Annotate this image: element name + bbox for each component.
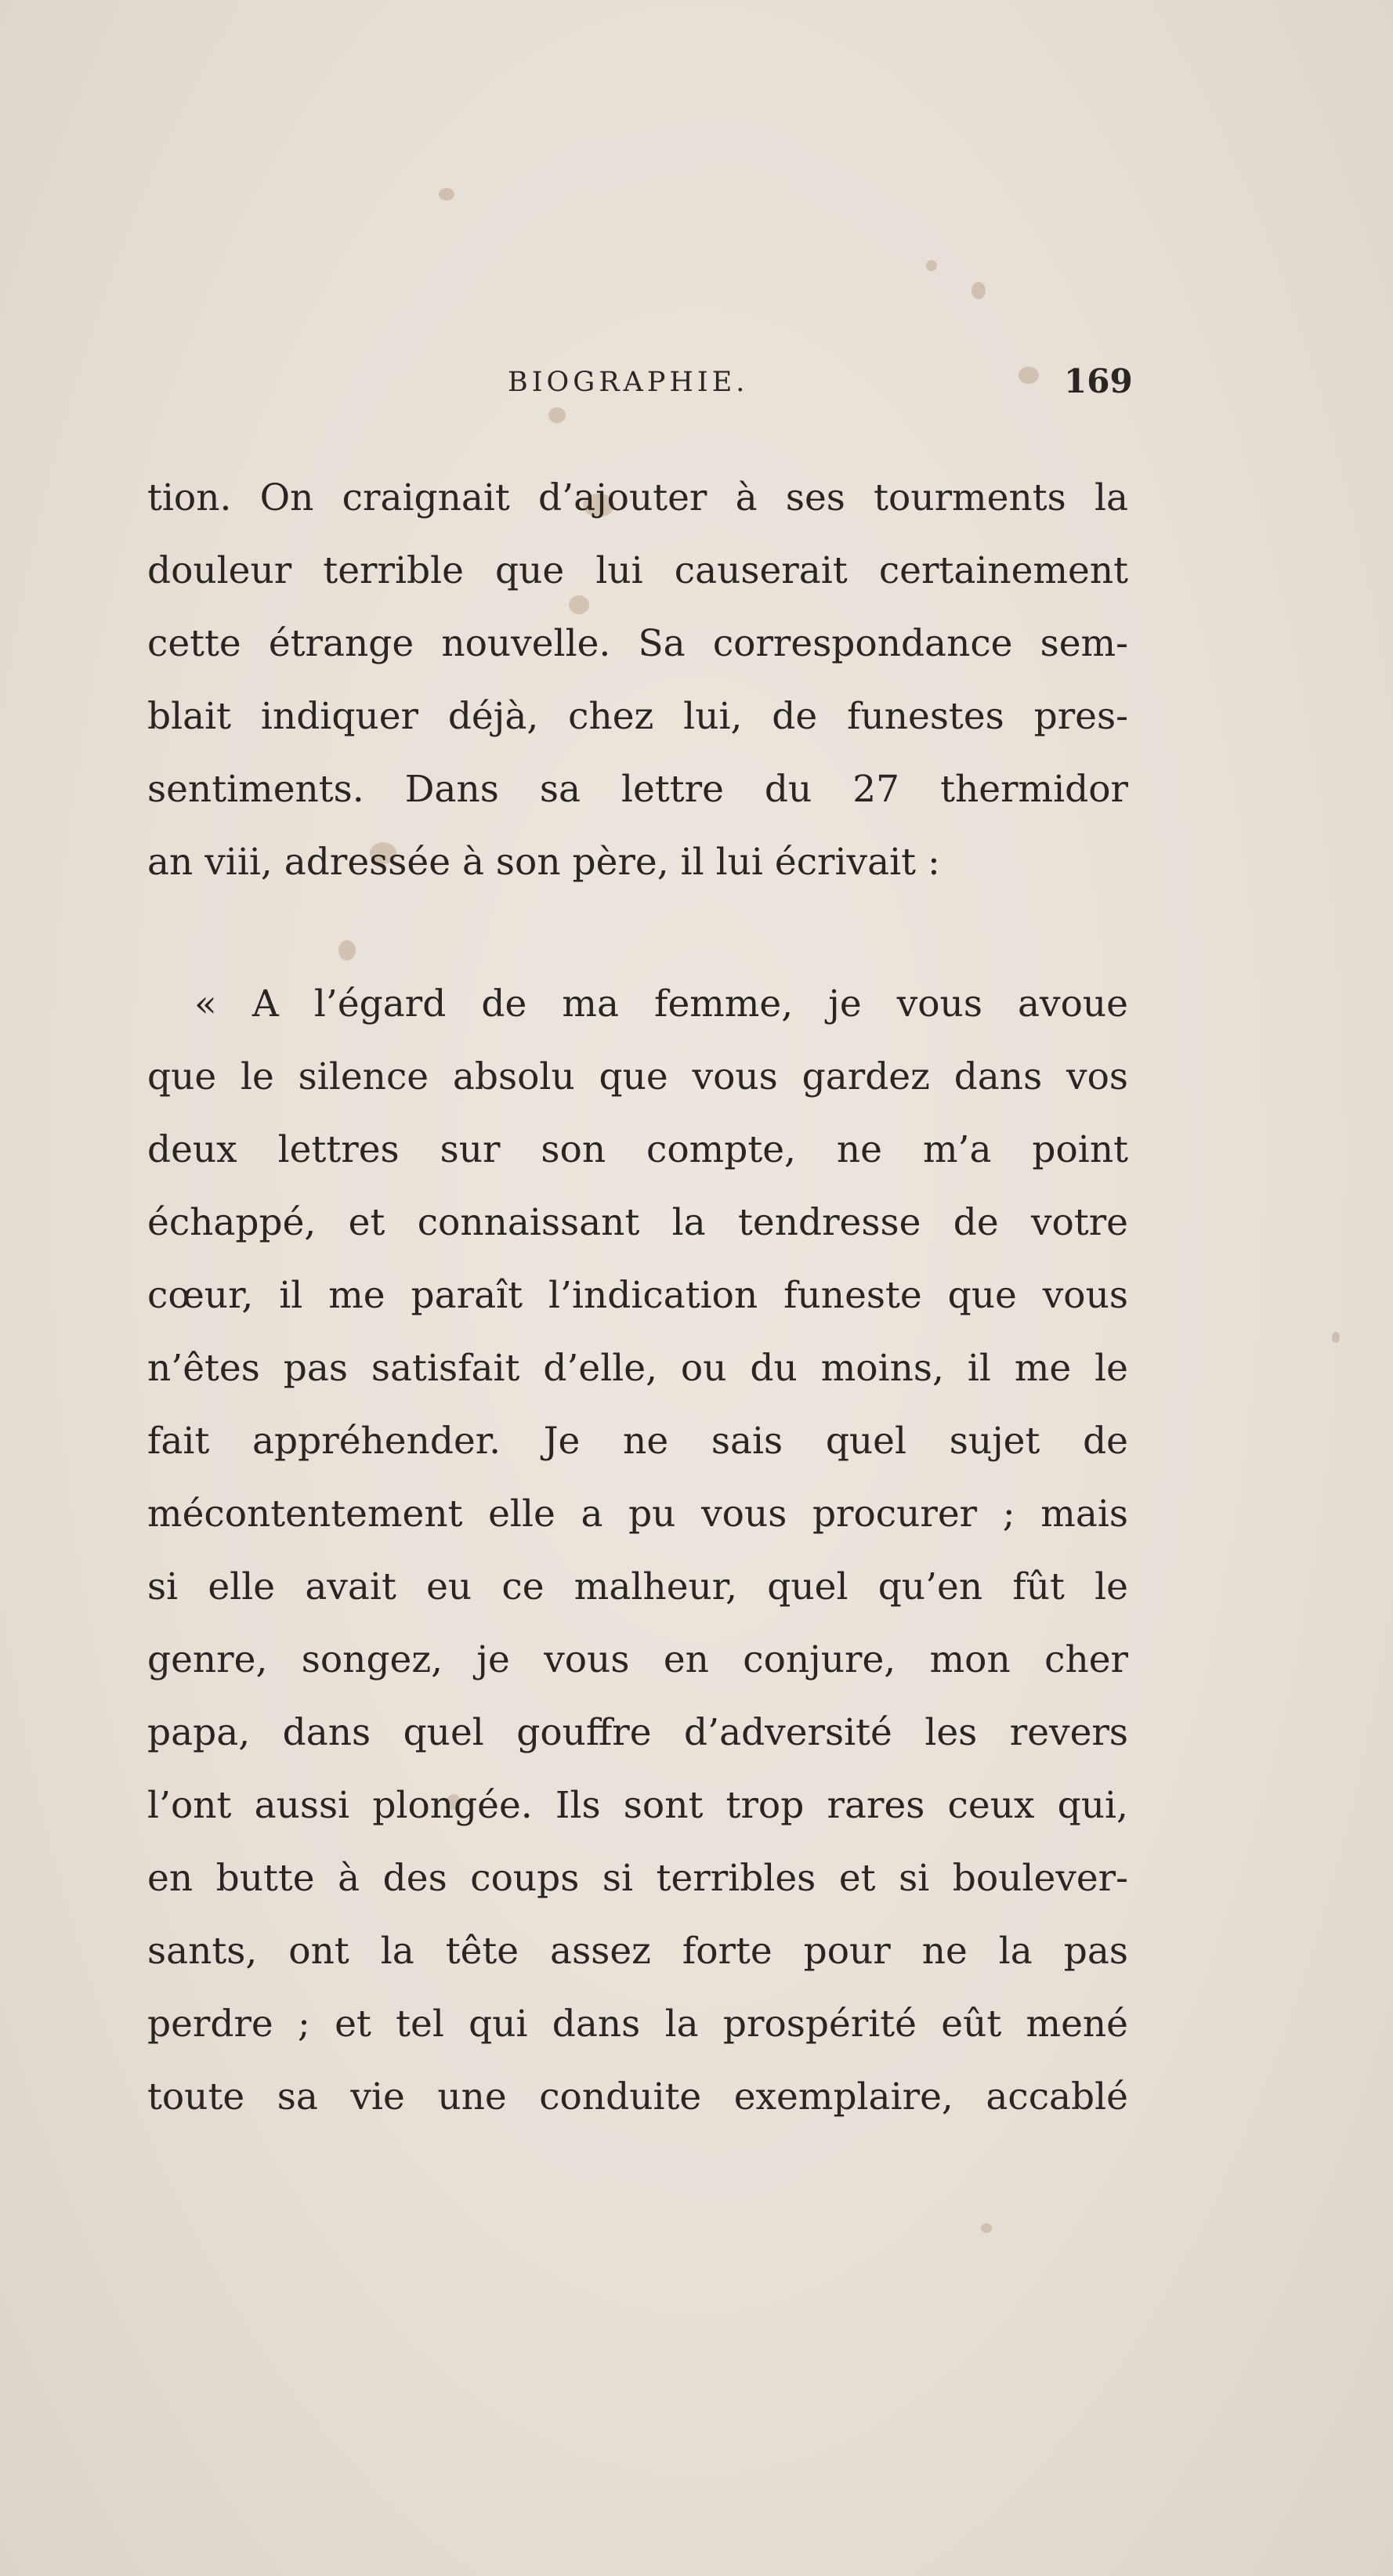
text-line: sants, ont la tête assez forte pour ne la pas <box>147 1930 1128 1973</box>
text-line: sentiments. Dans sa lettre du 27 thermidor <box>147 768 1128 811</box>
text-line: cette étrange nouvelle. Sa correspondance sem- <box>147 622 1128 665</box>
text-line: papa, dans quel gouffre d’adversité les revers <box>147 1711 1128 1754</box>
foxing-stain <box>971 282 986 299</box>
page-number: 169 <box>1064 362 1133 400</box>
text-line: « A l’égard de ma femme, je vous avoue <box>194 982 1128 1026</box>
foxing-stain <box>981 2223 992 2233</box>
paragraph-2 <box>147 968 1128 2133</box>
text-line: n’êtes pas satisfait d’elle, ou du moins, il me le <box>147 1347 1128 1390</box>
text-line: deux lettres sur son compte, ne m’a point <box>147 1128 1128 1171</box>
text-line: échappé, et connaissant la tendresse de votre <box>147 1201 1128 1244</box>
text-line: si elle avait eu ce malheur, quel qu’en fût le <box>147 1565 1128 1608</box>
text-line: en butte à des coups si terribles et si boulever- <box>147 1857 1128 1900</box>
text-line: blait indiquer déjà, chez lui, de funestes pres- <box>147 695 1128 738</box>
foxing-stain <box>439 188 454 201</box>
page-header <box>0 362 1393 425</box>
running-head: BIOGRAPHIE. <box>508 367 749 398</box>
text-line: douleur terrible que lui causerait certainement <box>147 549 1128 592</box>
body-text <box>147 461 1128 2133</box>
text-line: perdre ; et tel qui dans la prospérité eût mené <box>147 2003 1128 2046</box>
text-line: mécontentement elle a pu vous procurer ; mais <box>147 1492 1128 1536</box>
text-line: an viii, adressée à son père, il lui écrivait : <box>147 841 940 884</box>
text-line: l’ont aussi plongée. Ils sont trop rares ceux qui, <box>147 1784 1128 1827</box>
foxing-stain <box>926 260 937 271</box>
foxing-stain <box>1332 1332 1340 1343</box>
text-line: genre, songez, je vous en conjure, mon cher <box>147 1638 1128 1681</box>
text-line: cœur, il me paraît l’indication funeste que vous <box>147 1274 1128 1317</box>
text-line: que le silence absolu que vous gardez dans vos <box>147 1055 1128 1098</box>
paragraph-1 <box>147 461 1128 899</box>
text-line: toute sa vie une conduite exemplaire, accablé <box>147 2075 1128 2118</box>
text-line: fait appréhender. Je ne sais quel sujet de <box>147 1420 1128 1463</box>
text-line: tion. On craignait d’ajouter à ses tourments la <box>147 476 1128 519</box>
paragraph-gap <box>147 899 1128 968</box>
